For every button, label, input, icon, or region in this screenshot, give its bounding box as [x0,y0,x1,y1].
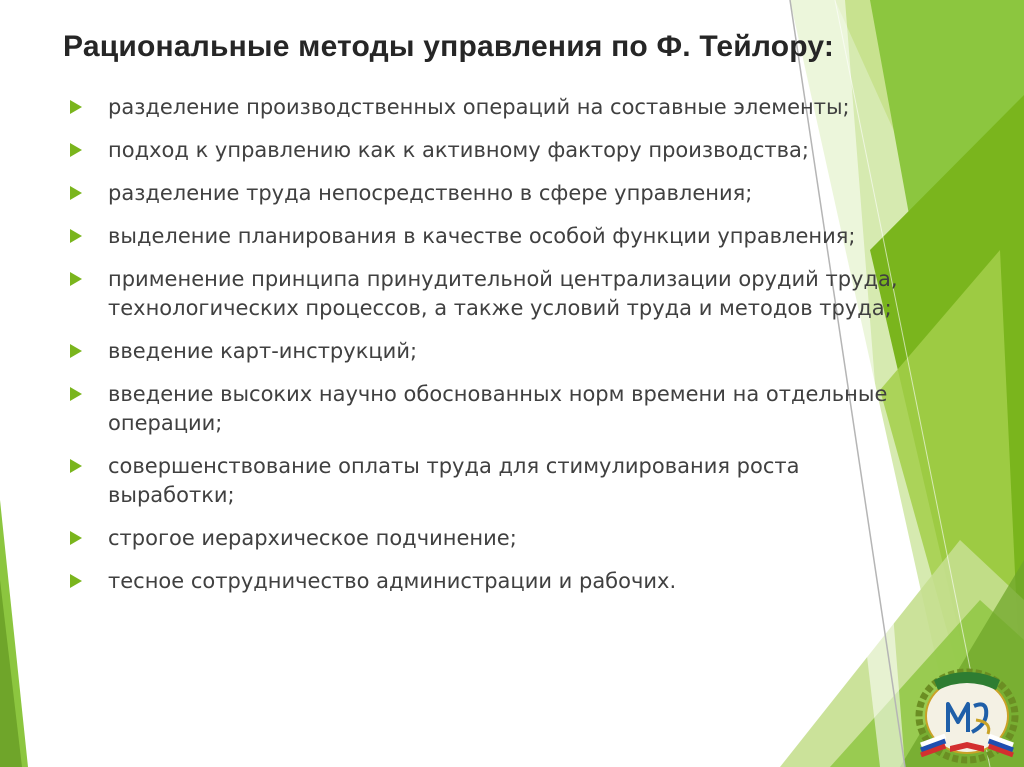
bullet-list [70,93,930,610]
green-arrow-bullet-icon [70,387,82,401]
bullet-text: тесное сотрудничество администрации и рабочих. [108,569,677,593]
green-arrow-bullet-icon [70,186,82,200]
list-item [70,524,930,553]
list-item [70,222,930,251]
green-arrow-bullet-icon [70,100,82,114]
list-item [70,179,930,208]
list-item [70,93,930,122]
bullet-text: введение высоких научно обоснованных норм времени на отдельные операции; [108,382,888,435]
green-arrow-bullet-icon [70,574,82,588]
bullet-text: строгое иерархическое подчинение; [108,526,517,550]
bullet-text: совершенствование оплаты труда для стимулирования роста выработки; [108,454,800,507]
green-arrow-bullet-icon [70,143,82,157]
bullet-text: разделение производственных операций на составные элементы; [108,95,850,119]
list-item [70,452,930,510]
list-item [70,337,930,366]
list-item [70,380,930,438]
bullet-text: применение принципа принудительной централизации орудий труда, технологических процессов, а также условий труда и методов труда; [108,267,898,320]
page-title: Рациональные методы управления по Ф. Тейлору: [63,30,835,63]
list-item [70,136,930,165]
green-arrow-bullet-icon [70,459,82,473]
bullet-text: выделение планирования в качестве особой функции управления; [108,224,856,248]
green-arrow-bullet-icon [70,272,82,286]
green-arrow-bullet-icon [70,344,82,358]
university-emblem-icon [912,660,1022,764]
bullet-text: разделение труда непосредственно в сфере управления; [108,181,753,205]
list-item [70,567,930,596]
list-item [70,265,930,323]
bullet-text: подход к управлению как к активному фактору производства; [108,138,809,162]
green-arrow-bullet-icon [70,531,82,545]
bullet-text: введение карт-инструкций; [108,339,418,363]
green-arrow-bullet-icon [70,229,82,243]
